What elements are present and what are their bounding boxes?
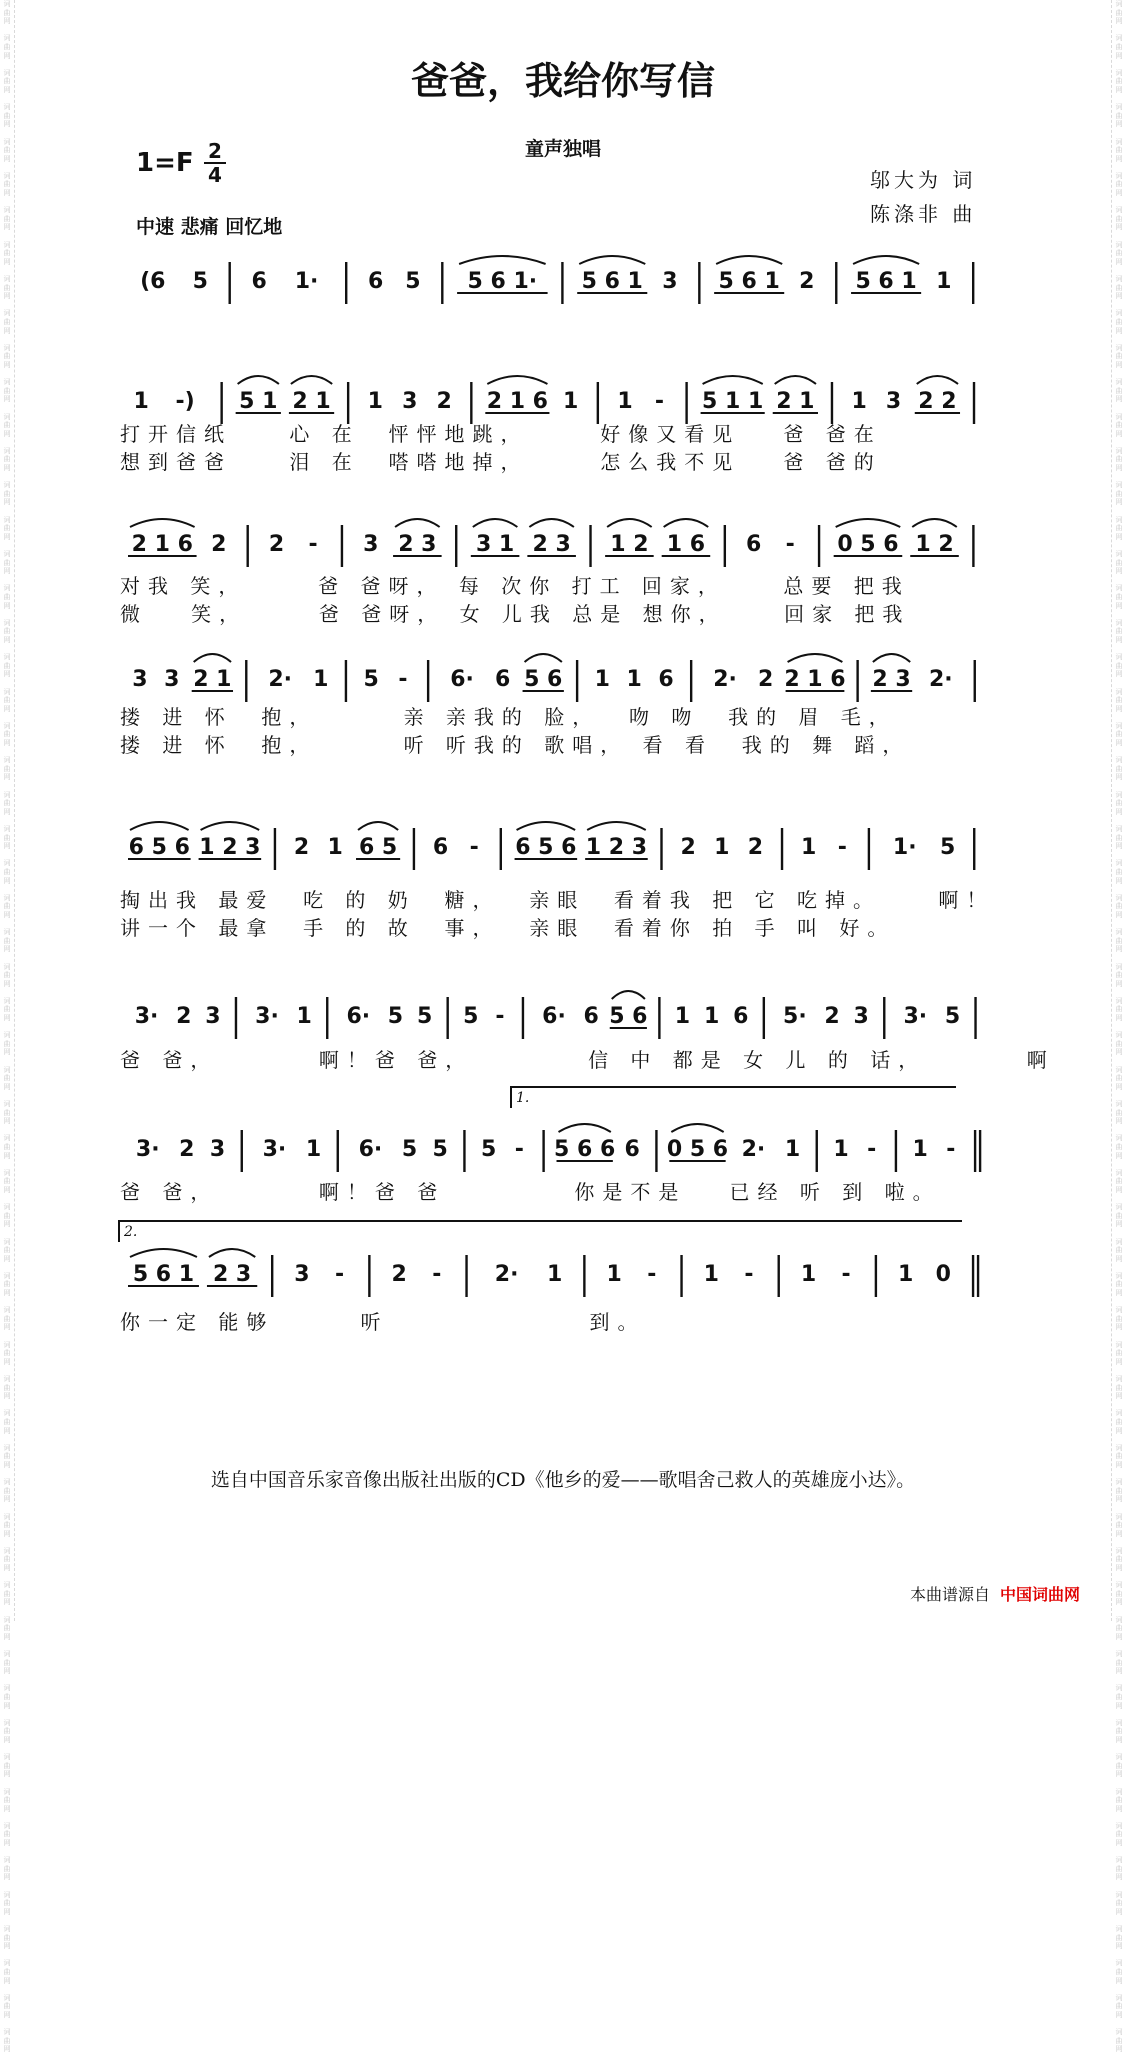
note-group: 1 [617,389,633,414]
slur [917,376,958,384]
note-group: 2 [293,835,310,860]
note-group: 5 [939,835,956,860]
note-group: 3· [262,1137,287,1162]
note-group: 1 [296,1004,312,1029]
note-group: 1 [714,835,730,860]
note-group: 3 [662,269,678,294]
note-group: 1 [606,1262,622,1287]
note-group: 5 [481,1137,497,1162]
note-group: 5· [783,1004,807,1029]
slur [487,376,547,384]
note-group: 3· [255,1004,279,1029]
note-group: 1· [294,269,319,294]
time-bottom: 4 [208,163,222,187]
note-group: 6· [346,1004,371,1029]
note-group: 2 1 [776,389,815,414]
note-group: 2 3 [872,667,911,692]
note-group: 1 [800,1262,817,1287]
slur [291,376,332,384]
note-group: 6 [746,532,762,557]
slur [459,256,545,264]
note-group: - [335,1262,345,1287]
slur [194,654,231,662]
note-group: 1 [936,269,952,294]
note-group: 3 [132,667,148,692]
lyric-line: 微 笑， 爸 爸呀， 女 儿我 总是 想你， 回家 把我 [120,602,911,626]
volta-second: 2. [118,1220,962,1242]
note-group: 2 [268,532,285,557]
note-group: 1 [562,389,579,414]
note-group: 1 2 3 [199,835,261,860]
note-group: 3 [853,1004,869,1029]
note-group: 2 2 [918,389,957,414]
note-group: 2 3 [532,532,571,557]
note-group: - [744,1262,754,1287]
note-group: 2 1 6 [784,667,846,692]
note-group: 6· [542,1004,566,1029]
volta-first: 1. [510,1086,956,1108]
slur [130,1249,197,1257]
slur [395,519,440,527]
lyricist-credit: 邬大为 词 [870,168,977,192]
lyric-line: 打开信纸 心 在 怦怦地跳， 好像又看见 爸 爸在 [120,422,882,446]
note-group: 5 6 [609,1004,648,1029]
slur [525,654,562,662]
slur [836,519,901,527]
note-group: 1 [897,1262,914,1287]
slur [853,256,919,264]
note-group: 2 [211,532,227,557]
slur [716,256,782,264]
note-group: 2 1 6 [131,532,193,557]
note-group: - [398,667,408,692]
note-group: -) [175,389,195,414]
note-group: 5 [363,667,379,692]
note-group: - [785,532,795,557]
note-group: 1 [833,1137,849,1162]
note-group: 3 [294,1262,310,1287]
note-group: 3· [134,1004,159,1029]
source-note: 选自中国音乐家音像出版社出版的CD《他乡的爱——歌唱舍己救人的英雄庞小达》。 [210,1469,916,1491]
note-group: 3 [885,389,902,414]
note-group: 2 1 6 [486,389,549,414]
slur [912,519,957,527]
slur [130,519,195,527]
note-group: 1 2 [610,532,649,557]
note-group: 6· [450,667,474,692]
watermark-left: 词 曲 网 词 曲 网 词 曲 网 词 曲 网 词 曲 网 词 曲 网 词 曲 网 词 曲 网 词 曲 网 词 曲 网 词 曲 网 词 曲 网 词 曲 网 词 曲 网 词 曲 网 词 曲 网 词 曲 网 词 曲 网 词 曲 网 词 曲 网 词 曲 网 词 曲 网 词 曲 网 词 曲 网 词 曲 网 词 曲 网 词 曲 网 词 曲 网 词 曲 网 词 曲 网 词 曲 网 词 曲 网 词 曲 网 词 曲 网 词 曲 网 词 曲 网 词 曲 网 词 曲 网 词 曲 网 词 曲 网 词 曲 网 词 曲 网 词 曲 网 词 曲 网 词 曲 网 词 曲 网 词 曲 网 词 曲 网 词 曲 网 词 曲 网 词 曲 网 词 曲 网 词 曲 网 词 曲 网 词 曲 网 词 曲 网 词 曲 网 词 曲 网 词 曲 网 词 曲 网 [0,0,15,1621]
composer-credit: 陈涤非 曲 [870,202,977,226]
lyric-line: 你一定 能够 听 到。 [120,1310,646,1334]
lyric-line: 想到爸爸 泪 在 嗒嗒地掉， 怎么我不见 爸 爸的 [120,450,882,474]
note-group: 5 6 1· [467,269,538,294]
note-group: 6 [583,1004,599,1029]
slur [607,519,652,527]
note-group: 1 [367,389,383,414]
note-group: 3 1 [475,532,515,557]
note-group: 2 [680,835,696,860]
lyric-line: 搂 进 怀 抱， 听 听我的 歌唱， 看 看 我的 舞 蹈， [120,733,911,757]
note-group: 2 1 [193,667,232,692]
note-group: 2 [176,1004,192,1029]
note-group: 0 5 6 [666,1137,729,1162]
note-group: 1 [800,835,817,860]
note-group: 1 6 [666,532,706,557]
note-group: - [946,1137,956,1162]
score-row [120,262,1000,332]
slur [579,256,645,264]
note-group: 2· [268,667,293,692]
slur [209,1249,255,1257]
note-group: 5 1 1 [702,389,764,414]
note-group: 3 [164,667,180,692]
note-group: 1 2 [915,532,954,557]
note-group: 5 [463,1004,479,1029]
footer [910,1582,1080,1605]
note-group: 2 [179,1137,195,1162]
note-group: 1 [626,667,642,692]
slur [517,822,576,830]
slur [587,822,646,830]
note-group: 5 [416,1004,433,1029]
note-group: 1 [594,667,610,692]
note-group: - [867,1137,877,1162]
song-title: 爸爸，我给你写信 [410,58,715,103]
note-group: 5 [192,269,208,294]
note-group: 3 [205,1004,221,1029]
note-group: 1 [327,835,343,860]
note-group: 1 [313,667,329,692]
note-group: - [514,1137,524,1162]
note-group: 5 [387,1004,404,1029]
note-group: 0 5 6 [837,532,899,557]
score-row-notes [120,262,1000,332]
note-group: 1 [133,389,149,414]
note-group: 2 [436,389,452,414]
note-group: 6 5 [358,835,398,860]
slur [664,519,709,527]
note-group: 3 [363,532,379,557]
note-group: - [654,389,664,414]
note-group: 2 [747,835,764,860]
note-group: (6 [140,269,166,294]
note-group: 1 [912,1137,928,1162]
note-group: 2· [741,1137,766,1162]
slur [612,991,645,999]
lyric-line: 讲一个 最拿 手 的 故 事， 亲眼 看着你 拍 手 叫 好。 [120,916,896,940]
note-group: 5 6 1 [855,269,917,294]
note-group: 2 [391,1262,407,1287]
note-group: 5 6 1 [581,269,643,294]
note-group: 1 [703,1262,719,1287]
lyric-line: 爸 爸， 啊！爸 爸 你是不是 已经 听 到 啦。 [120,1180,941,1204]
note-group: 0 [935,1262,951,1287]
lyric-line: 对我 笑， 爸 爸呀， 每 次你 打工 回家， 总要 把我 [120,574,910,598]
note-group: 6 [624,1137,640,1162]
note-group: 2 [799,269,815,294]
note-group: 1 [851,389,867,414]
note-group: 5 [944,1004,961,1029]
note-group: - [308,532,318,557]
note-group: - [495,1004,505,1029]
slur [559,1124,611,1132]
lyric-line: 掏出我 最爱 吃 的 奶 糖， 亲眼 看着我 把 它 吃掉。 啊！ [120,888,995,912]
note-group: 1 2 3 [585,835,648,860]
note-group: - [841,1262,851,1287]
lyric-line: 搂 进 怀 抱， 亲 亲我的 脸， 吻 吻 我的 眉 毛， [120,705,897,729]
watermark-right: 词 曲 网 词 曲 网 词 曲 网 词 曲 网 词 曲 网 词 曲 网 词 曲 网 词 曲 网 词 曲 网 词 曲 网 词 曲 网 词 曲 网 词 曲 网 词 曲 网 词 曲 网 词 曲 网 词 曲 网 词 曲 网 词 曲 网 词 曲 网 词 曲 网 词 曲 网 词 曲 网 词 曲 网 词 曲 网 词 曲 网 词 曲 网 词 曲 网 词 曲 网 词 曲 网 词 曲 网 词 曲 网 词 曲 网 词 曲 网 词 曲 网 词 曲 网 词 曲 网 词 曲 网 词 曲 网 词 曲 网 词 曲 网 词 曲 网 词 曲 网 词 曲 网 词 曲 网 词 曲 网 词 曲 网 词 曲 网 词 曲 网 词 曲 网 词 曲 网 词 曲 网 词 曲 网 词 曲 网 词 曲 网 词 曲 网 词 曲 网 词 曲 网 词 曲 网 词 曲 网 [1111,0,1126,1621]
note-group: 2· [494,1262,519,1287]
note-group: 5 6 1 [718,269,780,294]
note-group: 6 [494,667,511,692]
note-group: - [647,1262,657,1287]
note-group: 3· [903,1004,928,1029]
note-group: 2· [929,667,953,692]
note-group: 5 1 [239,389,278,414]
slur [529,519,574,527]
note-group: 2 3 [212,1262,252,1287]
time-top: 2 [208,139,222,163]
note-group: 6 5 6 [128,835,190,860]
slur [130,822,189,830]
slur [775,376,816,384]
note-group: 5 [401,1137,418,1162]
slur [201,822,260,830]
note-group: 6 [251,269,267,294]
footer-label: 本曲谱源自 [909,1585,990,1604]
key-signature: 1=F [136,148,194,178]
tempo-marking: 中速 悲痛 回忆地 [136,216,283,238]
slur [788,654,843,662]
note-group: 1· [892,835,917,860]
note-group: 6 [432,835,449,860]
note-group: - [432,1262,442,1287]
note-group: 1 [703,1004,720,1029]
slur [671,1124,723,1132]
note-group: 3 [209,1137,226,1162]
note-group: 6 [367,269,384,294]
time-signature [204,140,226,186]
note-group: 5 6 6 [554,1137,616,1162]
note-group: 6 [733,1004,749,1029]
performance-style: 童声独唱 [524,138,601,160]
note-group: - [837,835,847,860]
note-group: 2 1 [292,389,331,414]
footer-site-link[interactable]: 中国词曲网 [999,1585,1080,1604]
slur [358,822,398,830]
slur [238,376,279,384]
note-group: 2 3 [398,532,437,557]
slur [873,654,910,662]
slur [703,376,763,384]
lyric-line: 爸 爸， 啊！爸 爸， 信 中 都是 女 儿 的 话， 啊 [120,1048,1055,1072]
note-group: 1 [546,1262,563,1287]
note-group: 5 [405,269,421,294]
note-group: - [469,835,479,860]
note-group: 2 [824,1004,840,1029]
note-group: 1 [305,1137,322,1162]
note-group: 3· [135,1137,160,1162]
slur [473,519,518,527]
note-group: 1 [674,1004,691,1029]
note-group: 5 [432,1137,448,1162]
note-group: 1 [784,1137,801,1162]
note-group: 2· [713,667,737,692]
note-group: 2 [758,667,774,692]
note-group: 6· [358,1137,383,1162]
note-group: 5 6 [524,667,563,692]
note-group: 6 5 6 [515,835,577,860]
note-group: 3 [402,389,418,414]
note-group: 6 [658,667,674,692]
note-group: 5 6 1 [132,1262,195,1287]
